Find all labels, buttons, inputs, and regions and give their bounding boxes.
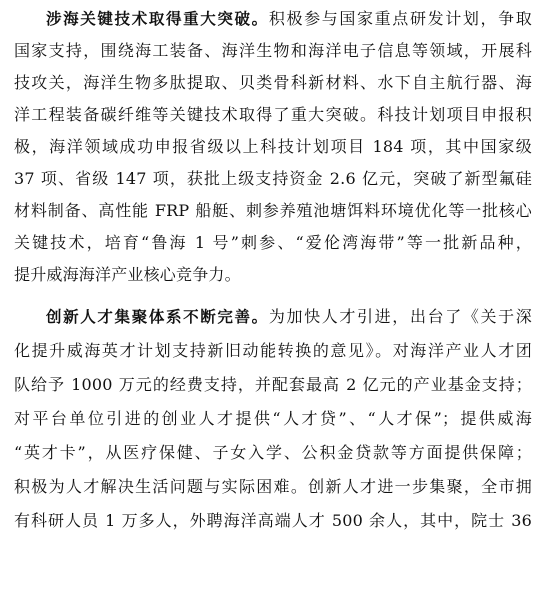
paragraph-1-line-3: 技攻关，海洋生物多肽提取、贝类骨科新材料、水下自主航行器、海 [14,73,532,92]
paragraph-1-line-5: 极，海洋领域成功申报省级以上科技计划项目 184 项，其中国家级 [14,137,532,156]
paragraph-2-line-5: “英才卡”，从医疗保健、子女入学、公积金贷款等方面提供保障； [14,443,532,462]
paragraph-1-line-9: 提升威海海洋产业核心竞争力。 [14,265,241,284]
paragraph-1-line-2: 国家支持，围绕海工装备、海洋生物和海洋电子信息等领域，开展科 [14,41,532,60]
paragraph-2-line-3: 队给予 1000 万元的经费支持，并配套最高 2 亿元的产业基金支持； [14,375,532,394]
paragraph-1-line-4: 洋工程装备碳纤维等关键技术取得了重大突破。科技计划项目申报积 [14,105,532,124]
paragraph-2-text: 为加快人才引进，出台了《关于深 [268,307,532,326]
paragraph-2-line-2: 化提升威海英才计划支持新旧动能转换的意见》。对海洋产业人才团 [14,341,532,360]
paragraph-2-line-1 [46,303,532,331]
paragraph-1-line-1 [46,5,532,33]
paragraph-2-line-6: 积极为人才解决生活问题与实际困难。创新人才进一步集聚，全市拥 [14,477,532,496]
paragraph-2-line-7: 有科研人员 1 万多人，外聘海洋高端人才 500 余人，其中，院士 36 [14,511,532,530]
paragraph-2-heading: 创新人才集聚体系不断完善。 [46,308,269,326]
paragraph-1-text: 积极参与国家重点研发计划，争取 [268,9,532,28]
paragraph-1-line-8: 关键技术，培育“鲁海 1 号”刺参、“爱伦湾海带”等一批新品种， [14,233,532,252]
paragraph-2-line-4: 对平台单位引进的创业人才提供“人才贷”、“人才保”；提供威海 [14,409,532,428]
paragraph-1-heading: 涉海关键技术取得重大突破。 [46,10,269,28]
paragraph-1-line-6: 37 项、省级 147 项，获批上级支持资金 2.6 亿元，突破了新型氟硅 [14,169,532,188]
paragraph-1-line-7: 材料制备、高性能 FRP 船艇、刺参养殖池塘饵料环境优化等一批核心 [14,201,532,220]
